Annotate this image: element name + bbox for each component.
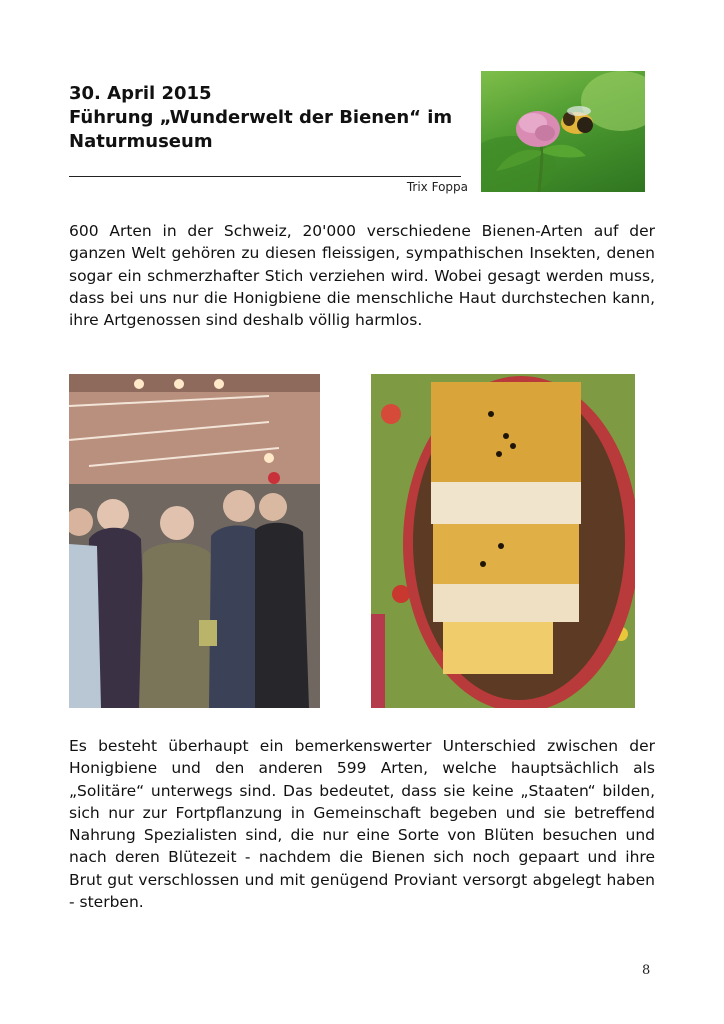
- author-name: Trix Foppa: [406, 180, 468, 194]
- title-line-venue: Naturmuseum: [69, 131, 213, 152]
- museum-visitors-photo: [69, 374, 320, 708]
- title-divider: [69, 176, 461, 177]
- page-number: 8: [642, 963, 651, 978]
- paragraph-solitary-bees: Es besteht überhaupt ein bemerkenswerter Unterschied zwischen der Honigbiene und den anderen 599 Arten, welche hauptsächlich als „Solitäre“ unterwegs sind. Das bedeutet, dass sie keine „Staaten“ bilden, sich nur zur Fortpflanzung in Gemeinschaft begeben und sie betreffend Nahrung Spezialisten sind, die nur eine Sorte von Blüten besuchen und nach deren Blütezeit - nachdem die Bienen sich noch gepaart und ihre Brut gut verschlossen und mit genügend Proviant versorgt abgelegt haben - sterben.: [69, 737, 655, 912]
- title-line-event: Führung „Wunderwelt der Bienen“ im: [69, 107, 453, 128]
- paragraph-intro: 600 Arten in der Schweiz, 20'000 verschiedene Bienen-Arten auf der ganzen Welt gehören zu diesen fleissigen, sympathischen Insekten, denen sogar ein schmerzhafter Stich verziehen wird. Wobei gesagt werden muss, dass bei uns nur die Honigbiene die menschliche Haut durchstechen kann, ihre Artgenossen sind deshalb völlig harmlos.: [69, 222, 655, 330]
- beehive-display-photo: [371, 374, 635, 708]
- title-line-date: 30. April 2015: [69, 83, 212, 104]
- bee-on-clover-photo: [481, 71, 645, 192]
- article-title: [69, 82, 469, 154]
